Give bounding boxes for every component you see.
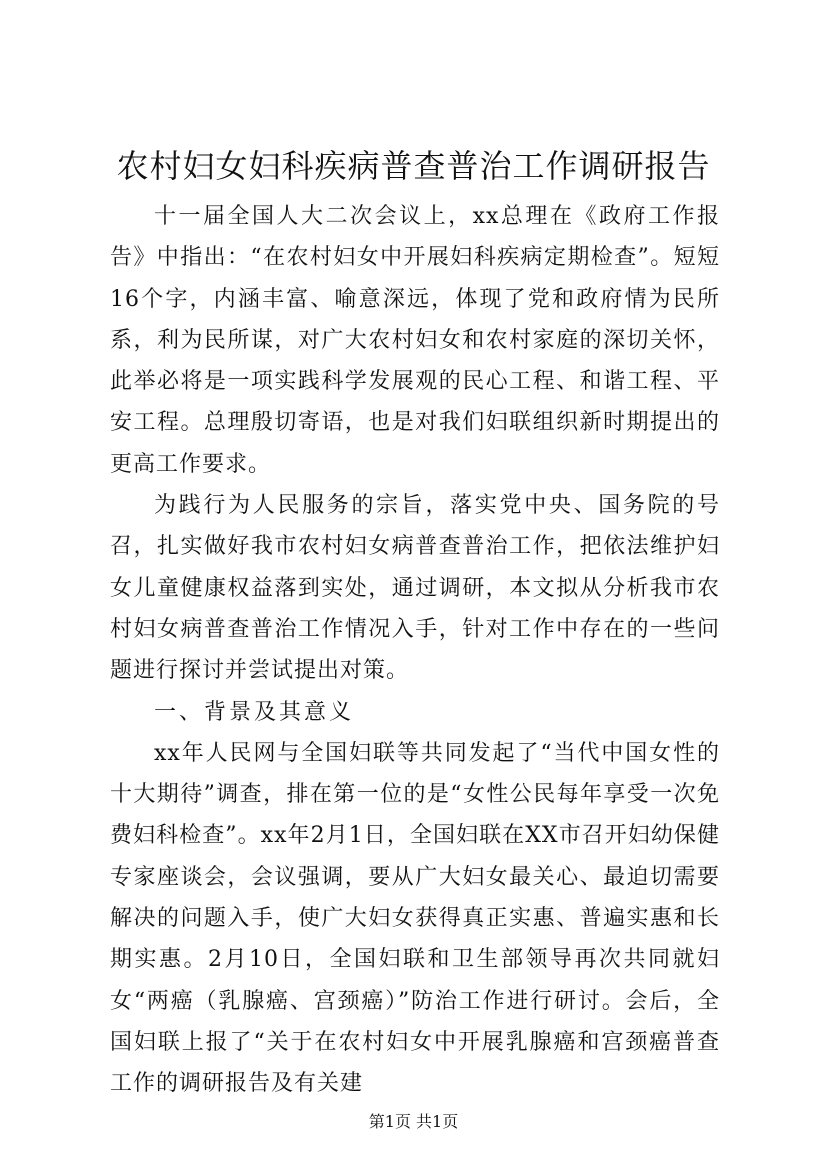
paragraph-1: 十一届全国人大二次会议上，xx总理在《政府工作报告》中指出：“在农村妇女中开展妇科疾病定期检查”。短短16个字，内涵丰富、喻意深远，体现了党和政府情为民所系，利为民所谋，对广大农村妇女和农村家庭的深切关怀，此举必将是一项实践科学发展观的民心工程、和谐工程、平安工程。总理殷切寄语，也是对我们妇联组织新时期提出的更高工作要求。 <box>110 204 720 477</box>
section-heading: 一、背景及其意义 <box>154 699 355 725</box>
page-number-footer: 第1页 共1页 <box>368 1112 459 1131</box>
document-title: 农村妇女妇科疾病普查普治工作调研报告 <box>116 147 711 185</box>
paragraph-2: 为践行为人民服务的宗旨，落实党中央、国务院的号召，扎实做好我市农村妇女病普查普治工作，把依法维护妇女儿童健康权益落到实处，通过调研，本文拟从分析我市农村妇女病普查普治工作情况入手，针对工作中存在的一些问题进行探讨并尝试提出对策。 <box>110 493 720 684</box>
paragraph-3: xx年人民网与全国妇联等共同发起了“当代中国女性的十大期待”调查，排在第一位的是“女性公民每年享受一次免费妇科检查”。xx年2月1日，全国妇联在XX市召开妇幼保健专家座谈会，会议强调，要从广大妇女最关心、最迫切需要解决的问题入手，使广大妇女获得真正实惠、普遍实惠和长期实惠。2月10日，全国妇联和卫生部领导再次共同就妇女“两癌（乳腺癌、宫颈癌）”防治工作进行研讨。会后，全国妇联上报了“关于在农村妇女中开展乳腺癌和宫颈癌普查工作的调研报告及有关建 <box>110 740 720 1097</box>
document-body <box>110 196 720 1105</box>
